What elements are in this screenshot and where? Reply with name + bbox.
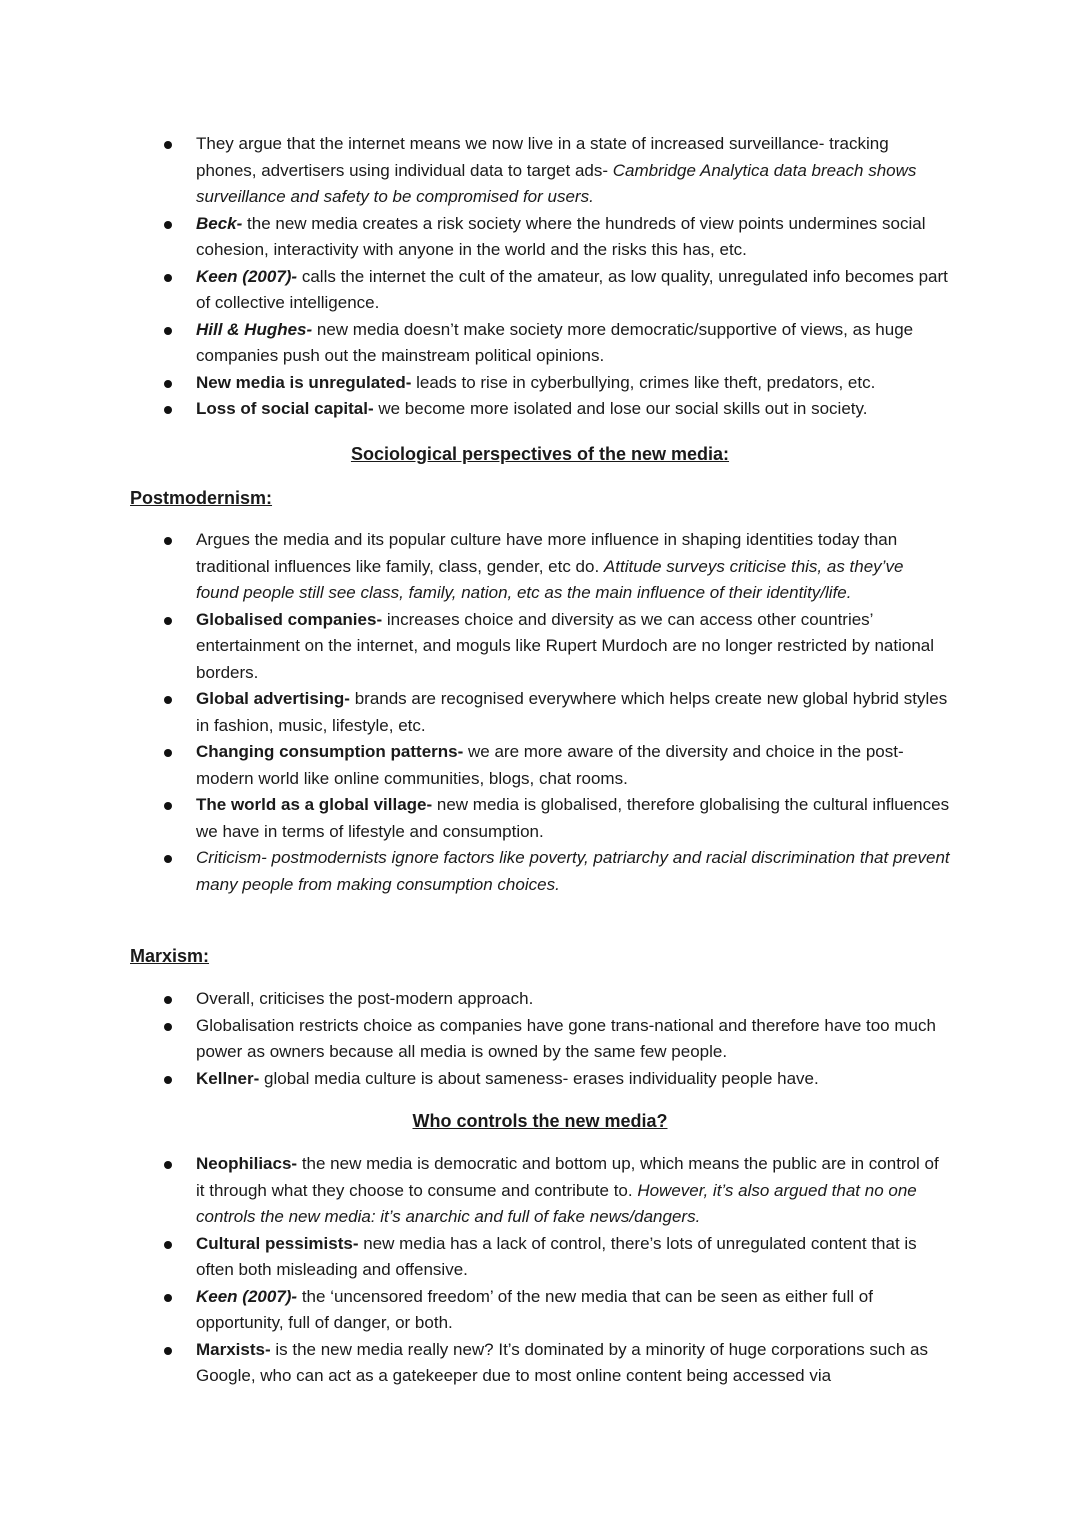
controls-list (0, 1151, 1080, 1390)
list-item (0, 264, 1080, 317)
item-text: we are more aware of the diversity and choice in the post-modern world like online communities, blogs, chat rooms. (196, 742, 904, 788)
list-item (0, 739, 1080, 792)
item-text: Globalisation restricts choice as companies have gone trans-national and therefore have too much power as owners because all media is owned by the same few people. (196, 1015, 936, 1061)
bullet-icon (164, 996, 172, 1004)
item-text: global media culture is about sameness- erases individuality people have. (259, 1068, 819, 1088)
controls-heading-wrap (0, 1108, 1080, 1135)
bullet-icon (164, 274, 172, 282)
bullet-icon (164, 749, 172, 757)
item-text: increases choice and diversity as we can access other countries’ entertainment on the internet, and moguls like Rupert Murdoch are no longer restricted by national borders. (196, 609, 935, 682)
item-lead: Global advertising- (196, 689, 350, 708)
list-item (0, 1231, 1080, 1284)
bullet-icon (164, 327, 172, 335)
item-text: calls the internet the cult of the amateur, as low quality, unregulated info becomes part of collective intelligence. (196, 266, 948, 312)
item-text: Overall, criticises the post-modern approach. (196, 989, 534, 1008)
bullet-icon (164, 696, 172, 704)
item-text: brands are recognised everywhere which helps create new global hybrid styles in fashion, music, lifestyle, etc. (196, 689, 948, 735)
bullet-icon (164, 1023, 172, 1031)
list-item (0, 396, 1080, 423)
list-item (0, 1337, 1080, 1390)
item-italic: Criticism- postmodernists ignore factors like poverty, patriarchy and racial discrimination that prevent many people from making consumption choices. (196, 848, 950, 894)
list-item (0, 845, 1080, 898)
item-lead: Hill & Hughes- (196, 319, 313, 339)
list-item (0, 211, 1080, 264)
bullet-icon (164, 1347, 172, 1355)
bullet-icon (164, 1241, 172, 1249)
bullet-icon (164, 221, 172, 229)
item-text: new media is globalised, therefore globalising the cultural influences we have in terms of lifestyle and consumption. (196, 795, 950, 841)
item-lead: Cultural pessimists- (196, 1233, 359, 1253)
item-lead: Marxists- (196, 1339, 271, 1359)
bullet-icon (164, 406, 172, 414)
section-heading: Sociological perspectives of the new media: (350, 444, 730, 464)
item-lead: Loss of social capital- (196, 399, 374, 418)
list-item (0, 1284, 1080, 1337)
list-item (0, 607, 1080, 687)
perspectives-heading-wrap (0, 441, 1080, 468)
item-lead: The world as a global village- (196, 795, 433, 814)
bullet-icon (164, 802, 172, 810)
bullet-icon (164, 1161, 172, 1169)
item-text: the new media is democratic and bottom up, which means the public are in control of it through what they choose to consume and contribute to. (196, 1154, 939, 1200)
item-text: the ‘uncensored freedom’ of the new media that can be seen as either full of opportunity, full of danger, or both. (196, 1286, 873, 1332)
bullet-icon (164, 537, 172, 545)
subsection-heading: Postmodernism: (130, 488, 273, 508)
list-item (0, 792, 1080, 845)
item-italic: Cambridge Analytica data breach shows surveillance and safety to be compromised for users. (196, 160, 917, 206)
item-lead: Kellner- (196, 1068, 260, 1088)
marxism-heading-wrap (0, 943, 209, 970)
list-item (0, 1151, 1080, 1231)
item-lead: Beck- (196, 213, 243, 233)
item-lead: New media is unregulated- (196, 372, 412, 392)
item-lead: Neophiliacs- (196, 1154, 298, 1173)
list-item (0, 986, 1080, 1013)
list-item (0, 1013, 1080, 1066)
item-text: new media has a lack of control, there’s lots of unregulated content that is often both misleading and offensive. (196, 1233, 917, 1279)
item-lead: Globalised companies- (196, 609, 383, 629)
postmodernism-list (0, 527, 1080, 898)
item-lead: Keen (2007)- (196, 1286, 298, 1306)
item-lead: Keen (2007)- (196, 266, 298, 286)
list-item (0, 1066, 1080, 1093)
item-text: leads to rise in cyberbullying, crimes like theft, predators, etc. (411, 372, 876, 392)
bullet-icon (164, 855, 172, 863)
list-item (0, 317, 1080, 370)
item-text: is the new media really new? It’s dominated by a minority of huge corporations such as Google, who can act as a gatekeeper due to most online content being accessed via (196, 1339, 929, 1385)
item-italic: Attitude surveys criticise this, as they’ve found people still see class, family, nation, etc as the main influence of their identity/life. (196, 556, 904, 602)
bullet-icon (164, 1294, 172, 1302)
list-item (0, 527, 1080, 607)
subsection-heading: Marxism: (130, 946, 210, 966)
item-text: new media doesn’t make society more democratic/supportive of views, as huge companies push out the mainstream political opinions. (196, 319, 914, 365)
item-italic: However, it’s also argued that no one controls the new media: it’s anarchic and full of fake news/dangers. (196, 1180, 917, 1226)
section-heading: Who controls the new media? (412, 1111, 668, 1131)
item-text: They argue that the internet means we now live in a state of increased surveillance- tracking phones, advertisers using individual data to target ads- (196, 134, 889, 180)
item-lead: Changing consumption patterns- (196, 742, 464, 761)
item-text: we become more isolated and lose our social skills out in society. (373, 399, 868, 418)
item-text: Argues the media and its popular culture have more influence in shaping identities today than traditional influences like family, class, gender, etc do. (196, 530, 898, 576)
marxism-list (0, 986, 1080, 1092)
bullet-icon (164, 1076, 172, 1084)
criticisms-list (0, 131, 1080, 423)
list-item (0, 686, 1080, 739)
bullet-icon (164, 380, 172, 388)
item-text: the new media creates a risk society where the hundreds of view points undermines social cohesion, interactivity with anyone in the world and the risks this has, etc. (196, 213, 926, 259)
bullet-icon (164, 141, 172, 149)
list-item (0, 131, 1080, 211)
postmodernism-heading-wrap (0, 485, 272, 512)
list-item (0, 370, 1080, 397)
bullet-icon (164, 617, 172, 625)
